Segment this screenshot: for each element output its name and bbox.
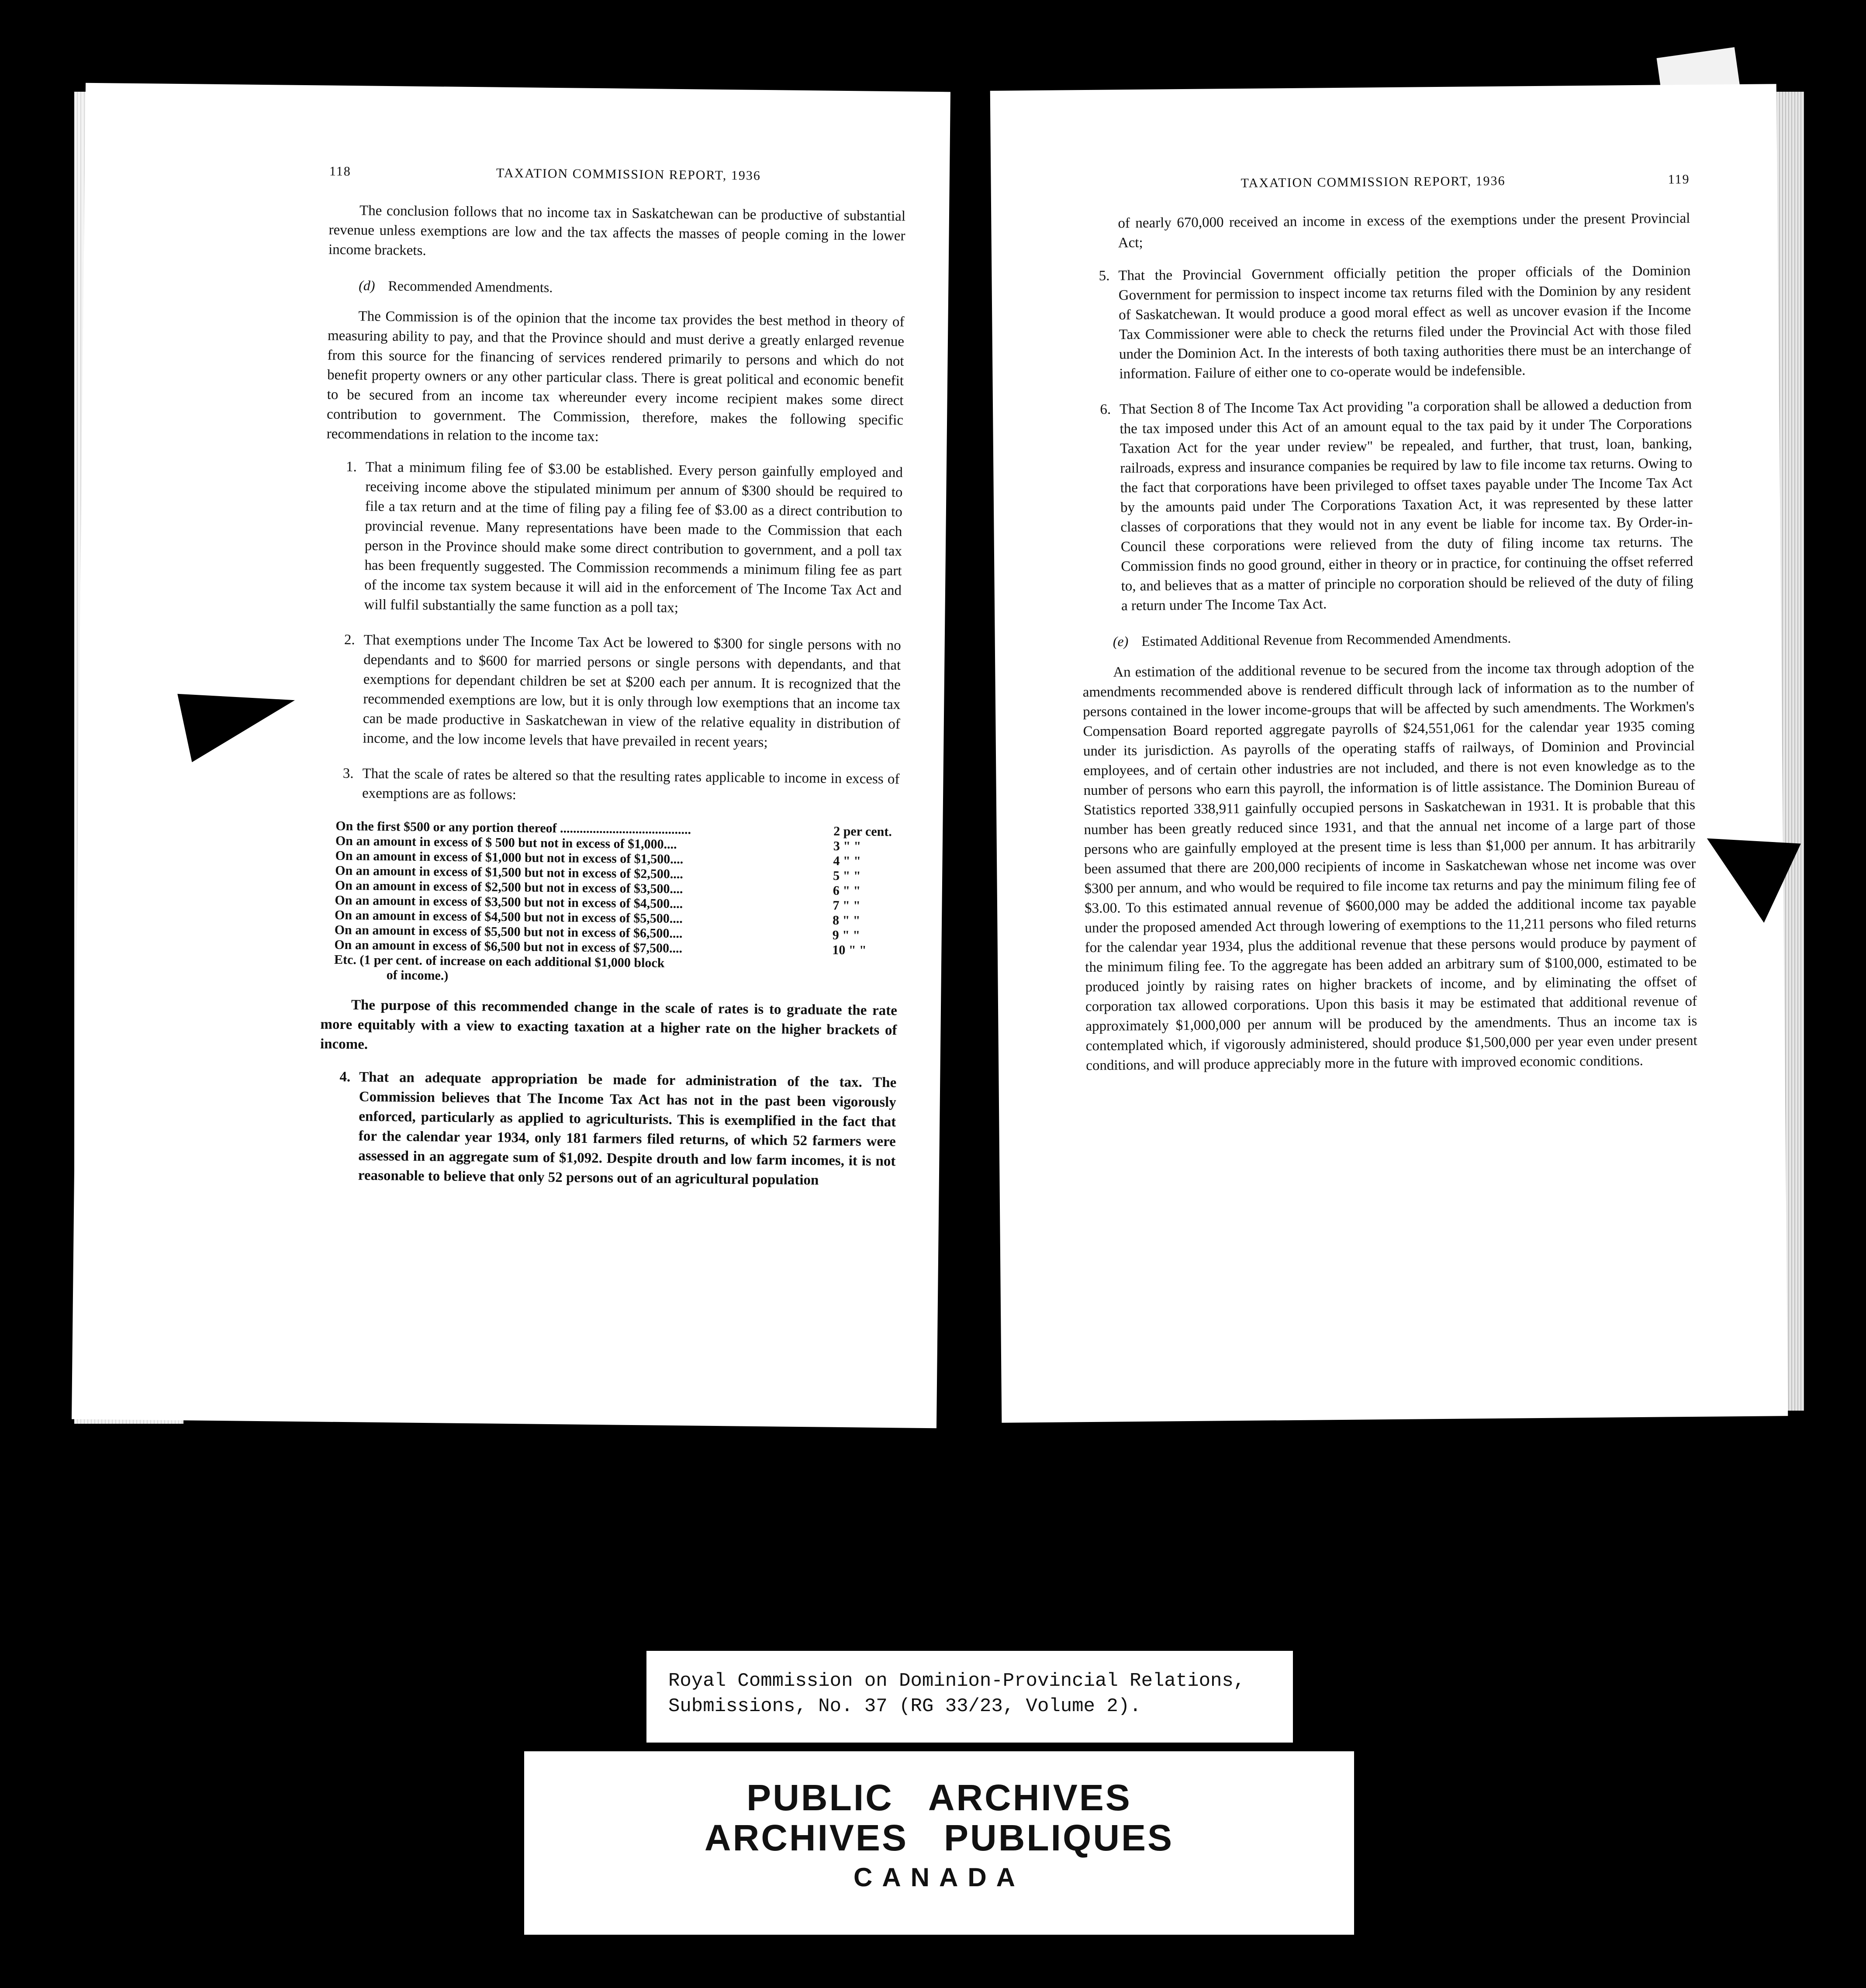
rate-desc: On an amount in excess of $ 500 but not in excess of $1,000.... [335, 833, 677, 852]
item-text: That a minimum filing fee of $3.00 be established. Every person gainfully employed and receiving income above the stipulated minimum per annum of $300 should be required to file a tax return and at the time of filing pay a filing fee of $3.00 as a direct contribution to provincial revenue. Many representations have been made to the Commission that each person in the Province should make some direct contribution to government, and a poll tax has been frequently suggested. The Commission recommends a minimum filing fee as part of the income tax system because it will aid in the enforcement of The Income Tax Act and will fulfil substantially the same function as a poll tax; [364, 459, 903, 616]
item-number: 6. [1100, 401, 1111, 418]
running-title: TAXATION COMMISSION REPORT, 1936 [1241, 173, 1506, 190]
item-text: That Section 8 of The Income Tax Act providing "a corporation shall be allowed a deduction from the tax imposed under this Act of an amount equal to the tax paid by it under The Corporations Taxation Act for the year under review" be repealed, and further, that trust, loan, banking, railroads, express and insurance companies be required by law to file income tax returns. Owing to the fact that corporations have been privileged to offset taxes payable under The Income Tax Act by the amounts paid under The Corporations Taxation Act, it was represented by these latter classes of corporations that they would not in any event be liable for income tax. By Order-in-Council these corporations were relieved from the duty of filing income tax returns. The Commission finds no good ground, either in theory or in practice, for continuing the offset referred to, and believes that as a matter of principle no corporation should be relieved of the duty of filing a return under The Income Tax Act. [1119, 396, 1693, 614]
rate-etc: Etc. (1 per cent. of increase on each additional $1,000 block [334, 952, 665, 970]
citation-label [646, 1651, 1293, 1743]
page-number: 119 [1668, 172, 1690, 187]
rate-value: 2 per cent. [833, 824, 892, 839]
section-heading-e [1113, 628, 1694, 650]
rate-desc: On an amount in excess of $6,500 but not in excess of $7,500.... [334, 937, 683, 956]
rate-value: 10 " " [832, 942, 867, 958]
item-text: That the Provincial Government officially petition the proper officials of the Dominion Government for permission to inspect income tax returns filed with the Dominion by any resident of Saskatchewan. It would produce a good moral effect as well as uncover evasion if the Income Tax Commissioner were able to check the returns filed under the Provincial Act with those filed under the Dominion Act. In the interests of both taxing authorities there must be an interchange of information. Failure of either one to co-operate would be indefensible. [1118, 262, 1692, 382]
rate-desc: On the first $500 or any portion thereof ........................................ [335, 818, 691, 837]
recommendation-item [319, 1067, 897, 1191]
recommendation-item [323, 763, 900, 809]
estimate-paragraph: An estimation of the additional revenue to be secured from the income tax through adoption of the amendments recommended above is rendered difficult through lack of information as to the number of persons contained in the lower income-groups that will be affected by such amendments. The Workmen's Compensation Board reported aggregate payrolls of $24,551,061 for the calendar year 1935 coming under its jurisdiction. As payrolls of the operating staffs of railways, of Dominion and Provincial employees, and of certain other industries are not included, and there is not even knowledge as to the number of persons who earn this payroll, the information is of little assistance. The Dominion Bureau of Statistics reported 338,911 gainfully occupied persons in Saskatchewan in 1931. It is probable that this number has been greatly reduced since 1931, and that the annual net income of a large part of those persons who are gainfully employed at the present time is less than $1,000 per annum. It has arbitrarily been assumed that there are 200,000 recipients of income in Saskatchewan whose net income was over $300 per annum, and who would be required to file income tax returns and pay the minimum filing fee of $3.00. To this estimated annual revenue of $600,000 may be added the additional income tax payable under the proposed amended Act through lowering of exemptions to the 11,211 persons who filed returns for the calendar year 1934, plus the additional revenue that these persons would produce by payment of the minimum filing fee. To the aggregate has been added an arbitrary sum of $100,000, estimated to be produced jointly by raising rates on higher brackets of income, and by eliminating the offset of corporation tax allowed corporations. Upon this basis it may be estimated that additional revenue of approximately $1,000,000 per annum will be produced by the amendments. Thus an income tax is contemplated which, if vigorously administered, should produce $1,500,000 per year even under present conditions, and will produce appreciably more in the future with improved economic conditions. [1082, 659, 1697, 1074]
purpose-paragraph: The purpose of this recommended change in the scale of rates is to graduate the rate more equitably with a view to exacting taxation at a higher rate on the higher brackets of income. [320, 997, 898, 1053]
section-title: Recommended Amendments. [388, 277, 553, 295]
section-letter: (e) [1113, 633, 1129, 649]
stamp-line-french: ARCHIVES PUBLIQUES [704, 1817, 1174, 1858]
item-number: 4. [339, 1069, 351, 1085]
intro-paragraph: The conclusion follows that no income tax in Saskatchewan can be productive of substantial revenue unless exemptions are low and the tax affects the masses of people coming in the lower income brackets. [328, 203, 906, 259]
rate-value: 5 " " [833, 868, 861, 884]
rate-value: 3 " " [833, 839, 861, 854]
opinion-paragraph: The Commission is of the opinion that the income tax provides the best method in theory of measuring ability to pay, and that the Province should and must derive a greatly enlarged revenue from this source for the financing of services rendered primarily to persons and which do not benefit property owners or any other particular class. There is great political and economic benefit to be secured from an income tax whereunder every income recipient makes some direct contribution to government. The Commission, therefore, makes the following specific recommendations in relation to the income tax: [326, 308, 905, 445]
item-number: 3. [342, 765, 354, 782]
rate-etc-tail: of income.) [386, 968, 449, 983]
right-page [990, 84, 1788, 1423]
item-number: 1. [346, 459, 357, 475]
rate-desc: On an amount in excess of $4,500 but not in excess of $5,500.... [334, 908, 683, 926]
recommendation-item [323, 630, 901, 754]
item-text: That an adequate appropriation be made for administration of the tax. The Commission believes that The Income Tax Act has not in the past been vigorously enforced, particularly as applied to agriculturists. This is exemplified in the fact that for the calendar year 1934, only 181 farmers filed returns, of which 52 farmers were assessed in an aggregate sum of $1,092. Despite drouth and low farm incomes, it is not reasonable to believe that only 52 persons out of an agricultural population [358, 1069, 897, 1188]
citation-line: Royal Commission on Dominion-Provincial Relations, [668, 1670, 1245, 1692]
section-letter: (d) [359, 277, 375, 293]
rate-schedule [334, 819, 899, 988]
item-number: 2. [344, 632, 355, 648]
rate-value: 6 " " [833, 883, 861, 898]
rate-desc: On an amount in excess of $2,500 but not in excess of $3,500.... [335, 878, 683, 897]
rate-desc: On an amount in excess of $5,500 but not in excess of $6,500.... [334, 922, 683, 941]
left-running-head [329, 164, 906, 185]
citation-line: Submissions, No. 37 (RG 33/23, Volume 2). [668, 1695, 1141, 1717]
item-text: That exemptions under The Income Tax Act be lowered to $300 for single persons with no dependants and to $600 for married persons or single persons with dependants, and that exemptions for dependant children be set at $200 each per annum. It is recognized that the recommended exemptions are low, but it is only through low exemptions that an income tax can be made productive in Saskatchewan in view of the relative equality in distribution of income, and the low income levels that have prevailed in recent years; [363, 632, 901, 751]
rate-value: 7 " " [833, 898, 860, 913]
rate-desc: On an amount in excess of $1,500 but not in excess of $2,500.... [335, 863, 684, 882]
section-title: Estimated Additional Revenue from Recommended Amendments. [1141, 630, 1511, 649]
right-running-head [1078, 172, 1690, 192]
recommendation-item [1079, 261, 1691, 384]
rate-desc: On an amount in excess of $3,500 but not in excess of $4,500.... [335, 893, 683, 911]
stamp-line-english: PUBLIC ARCHIVES [746, 1777, 1132, 1818]
item-number: 5. [1099, 268, 1110, 284]
running-title: TAXATION COMMISSION REPORT, 1936 [496, 166, 761, 183]
item-text: That the scale of rates be altered so that the resulting rates applicable to income in excess of exemptions are as follows: [362, 766, 900, 803]
archives-stamp [524, 1751, 1354, 1935]
recommendation-item [1080, 395, 1693, 616]
continuation-text: of nearly 670,000 received an income in excess of the exemptions under the present Provincial Act; [1118, 210, 1690, 251]
page-number: 118 [329, 164, 352, 179]
rate-value: 9 " " [832, 928, 860, 943]
stamp-country: CANADA [854, 1863, 1025, 1892]
rate-value: 4 " " [833, 853, 861, 869]
rate-desc: On an amount in excess of $1,000 but not in excess of $1,500.... [335, 848, 684, 867]
recommendation-item [325, 457, 903, 621]
rate-value: 8 " " [832, 913, 860, 928]
section-heading-d [359, 277, 905, 299]
